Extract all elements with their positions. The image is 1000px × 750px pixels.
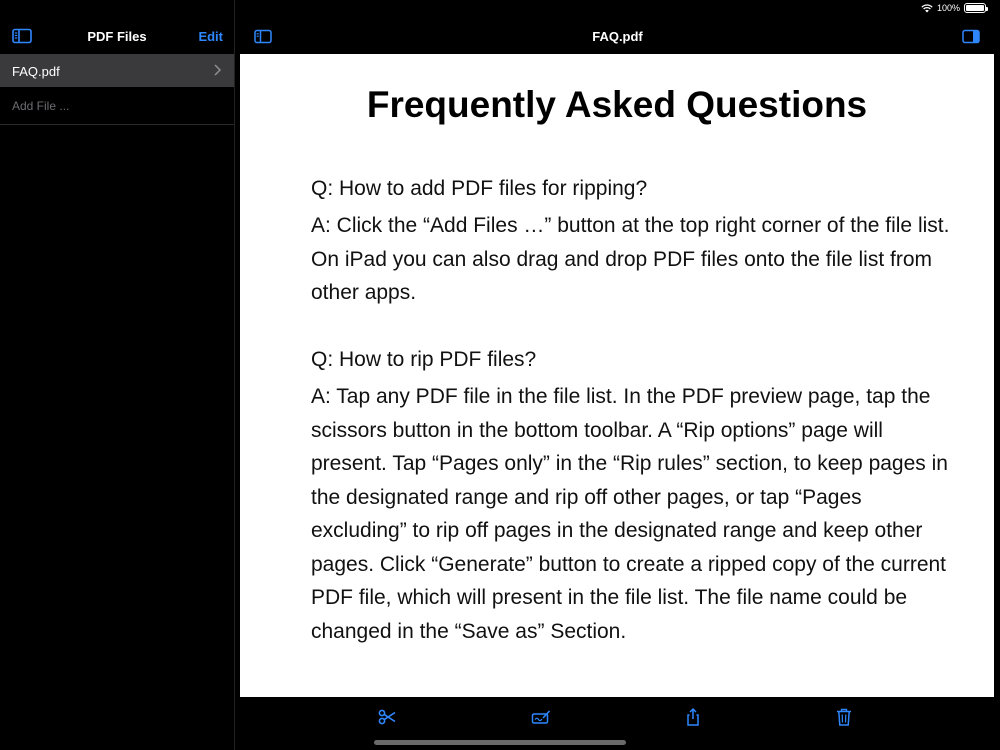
signature-icon[interactable] bbox=[531, 707, 551, 727]
file-name: FAQ.pdf bbox=[12, 64, 60, 79]
file-list-item[interactable] bbox=[0, 54, 234, 87]
sidebar-title: PDF Files bbox=[87, 29, 147, 44]
faq-answer: A: Tap any PDF file in the file list. In the PDF preview page, tap the scissors button in the bottom toolbar. A “Rip options” page will present. Tap “Pages only” in the “Rip rules” section, to keep pages in the designated range and rip off other pages, or tap “Pages excluding” to rip off pages in the designated range and keep other pages. Click “Generate” button to create a ripped copy of the current PDF file, which will present in the file list. The file name could be changed in the “Save as” Section. bbox=[311, 385, 948, 643]
home-indicator bbox=[374, 740, 626, 745]
sidebar-nav-bar bbox=[0, 22, 234, 54]
document-heading: Frequently Asked Questions bbox=[366, 84, 868, 125]
scissors-icon[interactable] bbox=[377, 707, 397, 727]
sidebar bbox=[0, 0, 234, 750]
chevron-right-icon bbox=[212, 63, 222, 77]
edit-button[interactable]: Edit bbox=[198, 29, 223, 44]
faq-question: Q: How to add PDF files for ripping? bbox=[311, 177, 648, 200]
document-title: FAQ.pdf bbox=[592, 29, 643, 44]
trash-icon[interactable] bbox=[834, 707, 854, 727]
share-icon[interactable] bbox=[683, 707, 703, 727]
faq-answer: A: Click the “Add Files …” button at the top right corner of the file list. On iPad you can also drag and drop PDF files onto the file list from other apps. bbox=[311, 214, 950, 304]
faq-question: Q: How to rip PDF files? bbox=[311, 348, 537, 371]
add-file-label: Add File ... bbox=[12, 99, 70, 113]
pdf-page[interactable] bbox=[240, 54, 994, 697]
main-nav-bar bbox=[235, 22, 1000, 54]
battery-percent: 100% bbox=[936, 3, 960, 13]
add-file-button[interactable] bbox=[0, 87, 234, 125]
sidebar-divider bbox=[234, 0, 235, 750]
inspector-toggle-icon[interactable] bbox=[962, 29, 980, 44]
wifi-icon bbox=[921, 4, 933, 13]
battery-fill bbox=[966, 5, 984, 11]
status-right bbox=[921, 3, 986, 13]
battery-icon bbox=[964, 3, 986, 13]
